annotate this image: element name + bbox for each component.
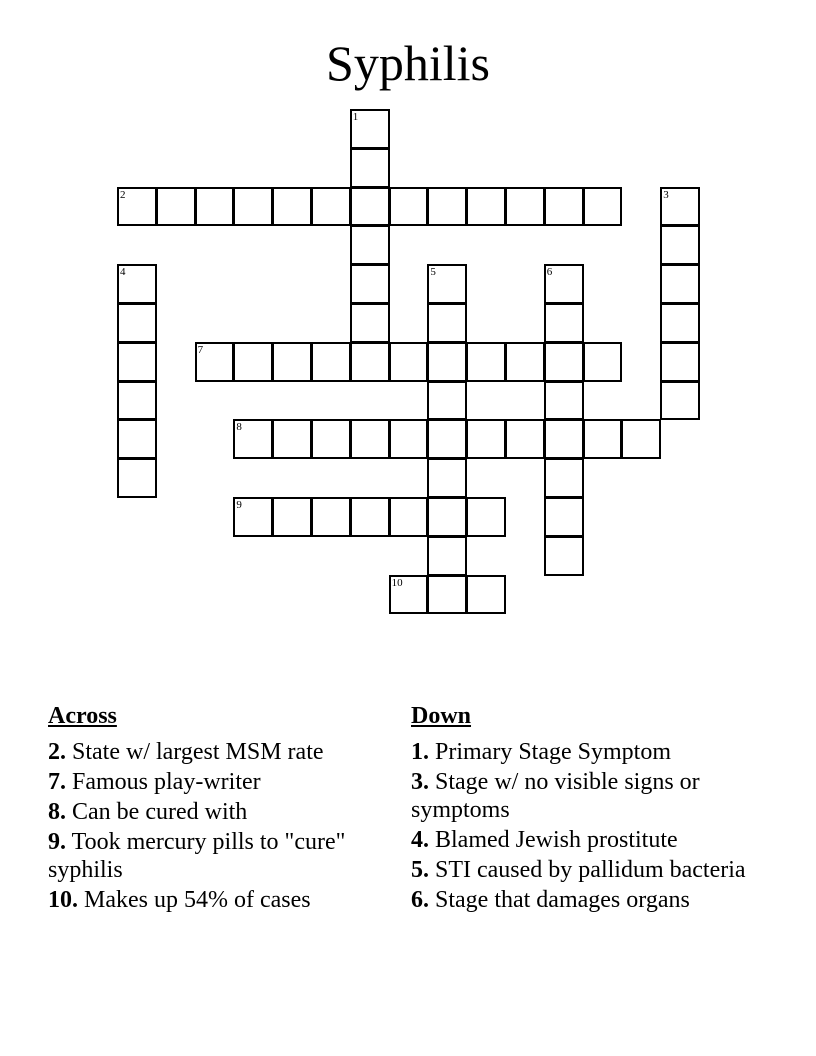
clue-number: 7. (48, 769, 66, 795)
clue-text: Can be cured with (72, 799, 248, 825)
grid-cell[interactable] (117, 458, 157, 498)
grid-cell[interactable] (505, 187, 545, 227)
grid-cell[interactable] (427, 303, 467, 343)
down-clue (411, 738, 751, 766)
grid-cell[interactable] (350, 187, 390, 227)
grid-cell[interactable] (233, 342, 273, 382)
grid-cell[interactable] (660, 303, 700, 343)
cell-number: 5 (430, 266, 436, 279)
grid-cell[interactable] (427, 575, 467, 615)
grid-cell-8[interactable] (233, 419, 273, 459)
grid-cell[interactable] (544, 536, 584, 576)
grid-cell[interactable] (544, 419, 584, 459)
grid-cell[interactable] (466, 419, 506, 459)
clue-number: 4. (411, 827, 429, 853)
clue-number: 3. (411, 769, 429, 795)
cell-number: 6 (546, 266, 553, 279)
grid-cell-3[interactable] (660, 187, 700, 227)
clue-number: 2. (48, 739, 66, 765)
across-clue (48, 768, 378, 796)
down-clues (411, 700, 751, 916)
grid-cell-5[interactable] (427, 264, 467, 304)
grid-cell[interactable] (466, 497, 506, 537)
down-clue (411, 826, 751, 854)
cell-number: 9 (236, 499, 242, 511)
grid-cell[interactable] (311, 342, 351, 382)
grid-cell[interactable] (427, 342, 467, 382)
grid-cell[interactable] (466, 187, 506, 227)
down-clue (411, 768, 751, 824)
grid-cell[interactable] (272, 419, 312, 459)
grid-cell[interactable] (427, 458, 467, 498)
clue-text: Stage w/ no visible signs or symptoms (411, 769, 700, 823)
grid-cell-10[interactable] (389, 575, 429, 615)
grid-cell[interactable] (117, 303, 157, 343)
puzzle-title: Syphilis (326, 35, 490, 91)
grid-cell[interactable] (272, 187, 312, 227)
grid-cell[interactable] (350, 497, 390, 537)
grid-cell[interactable] (427, 497, 467, 537)
grid-cell[interactable] (389, 419, 429, 459)
grid-cell[interactable] (427, 187, 467, 227)
grid-cell[interactable] (311, 497, 351, 537)
grid-cell[interactable] (311, 187, 351, 227)
grid-cell[interactable] (427, 536, 467, 576)
cell-number: 7 (197, 343, 204, 356)
grid-cell[interactable] (156, 187, 196, 227)
across-clue (48, 798, 378, 826)
grid-cell[interactable] (660, 264, 700, 304)
grid-cell[interactable] (583, 187, 623, 227)
grid-cell-4[interactable] (117, 264, 157, 304)
clue-text: Took mercury pills to "cure" syphilis (48, 829, 346, 883)
grid-cell[interactable] (350, 225, 390, 265)
clue-number: 1. (411, 739, 429, 765)
grid-cell[interactable] (350, 264, 390, 304)
clue-number: 9. (48, 829, 66, 855)
grid-cell[interactable] (660, 342, 700, 382)
grid-cell[interactable] (389, 497, 429, 537)
across-clue (48, 738, 378, 766)
grid-cell[interactable] (117, 419, 157, 459)
grid-cell[interactable] (117, 381, 157, 421)
down-heading: Down (411, 703, 472, 729)
grid-cell[interactable] (660, 225, 700, 265)
grid-cell[interactable] (427, 419, 467, 459)
grid-cell[interactable] (505, 419, 545, 459)
cell-number: 10 (391, 576, 403, 589)
grid-cell[interactable] (544, 342, 584, 382)
grid-cell-9[interactable] (233, 497, 273, 537)
grid-cell[interactable] (660, 381, 700, 421)
clue-text: Stage that damages organs (435, 887, 690, 913)
grid-cell[interactable] (117, 342, 157, 382)
cell-number: 1 (352, 111, 359, 123)
grid-cell[interactable] (389, 342, 429, 382)
grid-cell[interactable] (350, 342, 390, 382)
clue-number: 8. (48, 799, 66, 825)
across-clues (48, 700, 378, 916)
grid-cell-2[interactable] (117, 187, 157, 227)
across-clue (48, 886, 378, 914)
grid-cell[interactable] (544, 381, 584, 421)
cell-number: 2 (120, 188, 126, 201)
clue-text: Famous play-writer (72, 769, 261, 795)
grid-cell[interactable] (272, 342, 312, 382)
grid-cell[interactable] (272, 497, 312, 537)
cell-number: 3 (663, 188, 669, 201)
grid-cell[interactable] (544, 497, 584, 537)
grid-cell[interactable] (350, 148, 390, 188)
grid-cell[interactable] (505, 342, 545, 382)
grid-cell[interactable] (466, 342, 506, 382)
across-clue (48, 828, 378, 884)
grid-cell-1[interactable] (350, 109, 390, 149)
grid-cell[interactable] (544, 187, 584, 227)
cell-number: 8 (236, 421, 242, 434)
grid-cell[interactable] (233, 187, 273, 227)
grid-cell[interactable] (583, 419, 623, 459)
clue-number: 5. (411, 857, 429, 883)
grid-cell[interactable] (466, 575, 506, 615)
grid-cell[interactable] (544, 303, 584, 343)
clue-number: 10. (48, 887, 78, 913)
grid-cell[interactable] (195, 187, 235, 227)
clue-text: STI caused by pallidum bacteria (435, 857, 746, 883)
clue-text: Blamed Jewish prostitute (435, 827, 678, 853)
down-clue (411, 886, 751, 914)
grid-cell[interactable] (583, 342, 623, 382)
grid-cell-7[interactable] (195, 342, 235, 382)
clue-text: State w/ largest MSM rate (72, 739, 324, 765)
clue-text: Makes up 54% of cases (84, 887, 311, 913)
clue-number: 6. (411, 887, 429, 913)
grid-cell[interactable] (544, 458, 584, 498)
down-clue (411, 856, 751, 884)
grid-cell-6[interactable] (544, 264, 584, 304)
grid-cell[interactable] (311, 419, 351, 459)
across-heading: Across (48, 703, 117, 729)
grid-cell[interactable] (427, 381, 467, 421)
grid-cell[interactable] (350, 303, 390, 343)
grid-cell[interactable] (621, 419, 661, 459)
clue-text: Primary Stage Symptom (435, 739, 671, 765)
cell-number: 4 (120, 266, 126, 279)
grid-cell[interactable] (350, 419, 390, 459)
grid-cell[interactable] (389, 187, 429, 227)
